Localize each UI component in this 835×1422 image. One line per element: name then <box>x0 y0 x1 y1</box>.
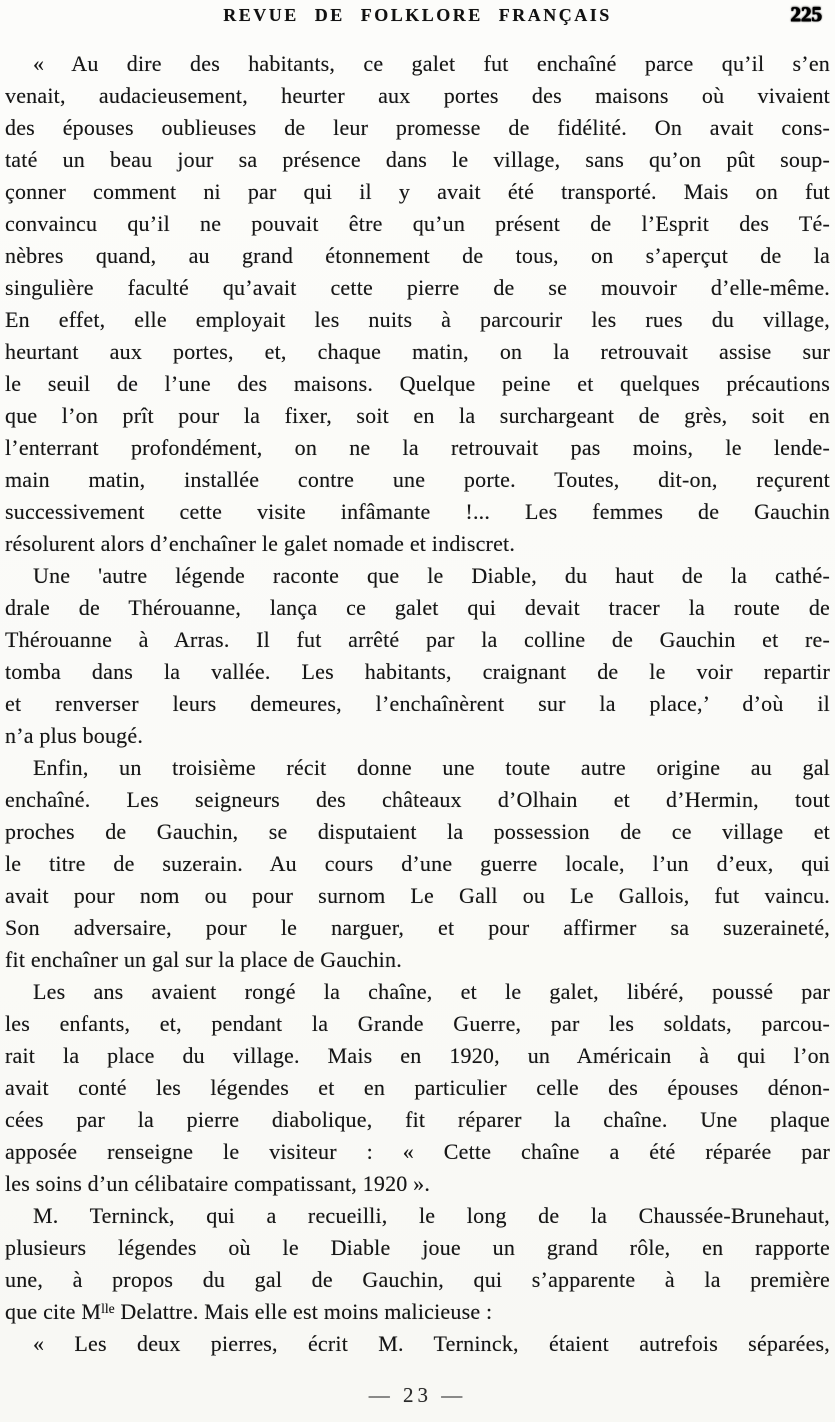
text-line: une, à propos du gal de Gauchin, qui s’apparente à la première <box>5 1267 830 1292</box>
text-line: successivement cette visite infâmante !... Les femmes de Gauchin <box>5 499 830 524</box>
text-line: En effet, elle employait les nuits à parcourir les rues du village, <box>5 307 830 332</box>
text-line: singulière faculté qu’avait cette pierre de se mouvoir d’elle-même. <box>5 275 830 300</box>
text-line: rait la place du village. Mais en 1920, un Américain à qui l’on <box>5 1043 830 1068</box>
paragraph <box>5 976 830 1200</box>
text-line: proches de Gauchin, se disputaient la possession de ce village et <box>5 819 830 844</box>
text-line: avait pour nom ou pour surnom Le Gall ou Le Gallois, fut vaincu. <box>5 883 830 908</box>
page-number-top: 225 <box>790 2 822 26</box>
text-line: cées par la pierre diabolique, fit réparer la chaîne. Une plaque <box>5 1107 830 1132</box>
text-line: avait conté les légendes et en particulier celle des épouses dénon- <box>5 1075 830 1100</box>
text-line: les enfants, et, pendant la Grande Guerre, par les soldats, parcou- <box>5 1011 830 1036</box>
text-line: Les ans avaient rongé la chaîne, et le galet, libéré, poussé par <box>33 979 830 1004</box>
page-body <box>5 48 830 1360</box>
text-line: çonner comment ni par qui il y avait été transporté. Mais on fut <box>5 179 830 204</box>
text-line: n’a plus bougé. <box>5 723 144 748</box>
text-line: le titre de suzerain. Au cours d’une guerre locale, l’un d’eux, qui <box>5 851 830 876</box>
text-line: Thérouanne à Arras. Il fut arrêté par la colline de Gauchin et re- <box>5 627 830 652</box>
text-line: apposée renseigne le visiteur : « Cette chaîne a été réparée par <box>5 1139 830 1164</box>
text-line: que l’on prît pour la fixer, soit en la surchargeant de grès, soit en <box>5 403 830 428</box>
page-header <box>5 4 830 34</box>
page-footer <box>0 1383 835 1408</box>
paragraph <box>5 1200 830 1328</box>
text-line: résolurent alors d’enchaîner le galet nomade et indiscret. <box>5 531 516 556</box>
text-line: « Les deux pierres, écrit M. Terninck, étaient autrefois séparées, <box>33 1331 830 1356</box>
text-line: nèbres quand, au grand étonnement de tous, on s’aperçut de la <box>5 243 830 268</box>
text-line: et renverser leurs demeures, l’enchaînèrent sur la place,’ d’où il <box>5 691 830 716</box>
text-line: l’enterrant profondément, on ne la retrouvait pas moins, le lende- <box>5 435 830 460</box>
text-line: Son adversaire, pour le narguer, et pour affirmer sa suzeraineté, <box>5 915 830 940</box>
text-line: main matin, installée contre une porte. Toutes, dit-on, reçurent <box>5 467 830 492</box>
page-number-bottom: — 23 — <box>368 1383 467 1407</box>
text-line: le seuil de l’une des maisons. Quelque peine et quelques précautions <box>5 371 830 396</box>
text-line: convaincu qu’il ne pouvait être qu’un présent de l’Esprit des Té- <box>5 211 830 236</box>
text-line: des épouses oublieuses de leur promesse de fidélité. On avait cons- <box>5 115 830 140</box>
text-line: M. Terninck, qui a recueilli, le long de la Chaussée-Brunehaut, <box>33 1203 830 1228</box>
text-line: drale de Thérouanne, lança ce galet qui devait tracer la route de <box>5 595 830 620</box>
text-line: heurtant aux portes, et, chaque matin, on la retrouvait assise sur <box>5 339 830 364</box>
text-line: enchaîné. Les seigneurs des châteaux d’Olhain et d’Hermin, tout <box>5 787 830 812</box>
text-line: plusieurs légendes où le Diable joue un grand rôle, en rapporte <box>5 1235 830 1260</box>
text-line: que cite $M^{lle}$ Delattre. Mais elle est moins malicieuse : <box>5 1299 493 1324</box>
paragraph <box>5 1328 830 1360</box>
text-line: Une 'autre légende raconte que le Diable, du haut de la cathé- <box>33 563 830 588</box>
text-line: Enfin, un troisième récit donne une toute autre origine au gal <box>33 755 830 780</box>
text-line: venait, audacieusement, heurter aux portes des maisons où vivaient <box>5 83 830 108</box>
paragraph <box>5 560 830 752</box>
text-line: tomba dans la vallée. Les habitants, craignant de le voir repartir <box>5 659 830 684</box>
paragraph <box>5 752 830 976</box>
text-line: les soins d’un célibataire compatissant, 1920 ». <box>5 1171 431 1196</box>
text-line: fit enchaîner un gal sur la place de Gauchin. <box>5 947 402 972</box>
running-title: REVUE DE FOLKLORE FRANÇAIS <box>223 5 612 25</box>
paragraph <box>5 48 830 560</box>
text-line: « Au dire des habitants, ce galet fut enchaîné parce qu’il s’en <box>33 51 830 76</box>
text-line: taté un beau jour sa présence dans le village, sans qu’on pût soup- <box>5 147 830 172</box>
